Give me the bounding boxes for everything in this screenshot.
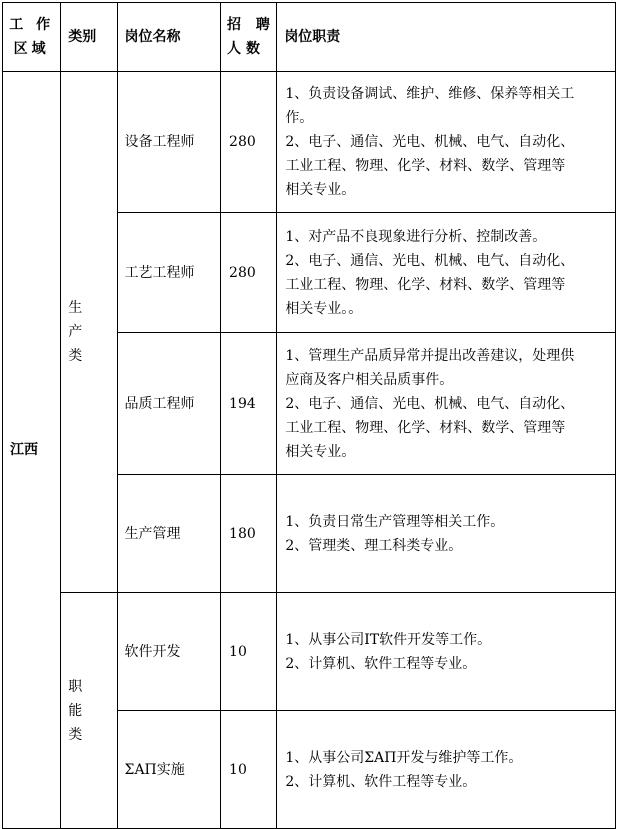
position-cell: 生产管理 (117, 475, 221, 593)
position-cell: ΣΑΠ实施 (117, 711, 221, 829)
header-row (3, 3, 616, 72)
position-cell: 工艺工程师 (117, 213, 221, 333)
position-cell: 品质工程师 (117, 333, 221, 475)
count-cell: 10 (221, 711, 277, 829)
duty-line: 2、电子、通信、光电、机械、电气、自动化、 (285, 134, 575, 150)
header-duties: 岗位职责 (277, 3, 616, 72)
header-area-line1: 工 作 (9, 17, 55, 33)
duty-line: 1、对产品不良现象进行分析、控制改善。 (285, 228, 547, 245)
duty-cell (277, 333, 616, 475)
category-functional-line2: 类 (68, 726, 91, 743)
category-production (61, 72, 117, 593)
duty-line: 1、负责日常生产管理等相关工作。 (285, 513, 505, 530)
position-cell: 设备工程师 (117, 72, 221, 213)
duty-line: 1、从事公司ΣΑΠ开发与维护等工作。 (285, 749, 523, 766)
duty-line: 1、负责设备调试、维护、维修、保养等相关工 (285, 86, 575, 102)
header-area (3, 3, 61, 72)
region-cell: 江西 (3, 72, 61, 829)
duty-line: 1、从事公司IT软件开发等工作。 (285, 631, 492, 648)
duty-line: 相关专业。。 (285, 300, 363, 317)
duty-line: 相关专业。 (285, 443, 356, 460)
header-count (221, 3, 277, 72)
count-cell: 10 (221, 593, 277, 711)
count-cell: 280 (221, 213, 277, 333)
duty-line: 2、电子、通信、光电、机械、电气、自动化、 (285, 395, 575, 412)
table-row (3, 593, 616, 711)
header-position: 岗位名称 (117, 3, 221, 72)
duty-cell (277, 213, 616, 333)
count-cell: 194 (221, 333, 277, 475)
duty-line: 工业工程、物理、化学、材料、数学、管理等 (285, 158, 566, 174)
duty-cell (277, 475, 616, 593)
duty-line: 1、管理生产品质异常并提出改善建议，处理供 (285, 347, 575, 364)
header-count-line2: 人数 (227, 41, 266, 57)
category-production-line2: 类 (68, 348, 91, 364)
header-count-line1: 招 聘 (227, 17, 275, 33)
duty-line: 2、计算机、软件工程等专业。 (285, 655, 477, 672)
duty-cell (277, 711, 616, 829)
duty-line: 工业工程、物理、化学、材料、数学、管理等 (285, 276, 566, 293)
position-cell: 软件开发 (117, 593, 221, 711)
table-row (3, 72, 616, 213)
count-cell: 180 (221, 475, 277, 593)
header-category: 类别 (61, 3, 117, 72)
duty-line: 应商及客户相关品质事件。 (285, 371, 454, 388)
category-production-line1: 生 产 (68, 300, 91, 340)
header-area-line2: 区域 (13, 41, 50, 57)
recruitment-table (2, 2, 616, 829)
duty-line: 相关专业。 (285, 182, 356, 198)
duty-cell (277, 72, 616, 213)
duty-cell (277, 593, 616, 711)
category-functional-line1: 职 能 (68, 678, 91, 719)
duty-line: 2、电子、通信、光电、机械、电气、自动化、 (285, 252, 575, 269)
count-cell: 280 (221, 72, 277, 213)
duty-line: 作。 (285, 110, 314, 126)
category-functional (61, 593, 117, 829)
duty-line: 2、管理类、理工科类专业。 (285, 537, 463, 554)
duty-line: 2、计算机、软件工程等专业。 (285, 773, 477, 790)
duty-line: 工业工程、物理、化学、材料、数学、管理等 (285, 419, 566, 436)
